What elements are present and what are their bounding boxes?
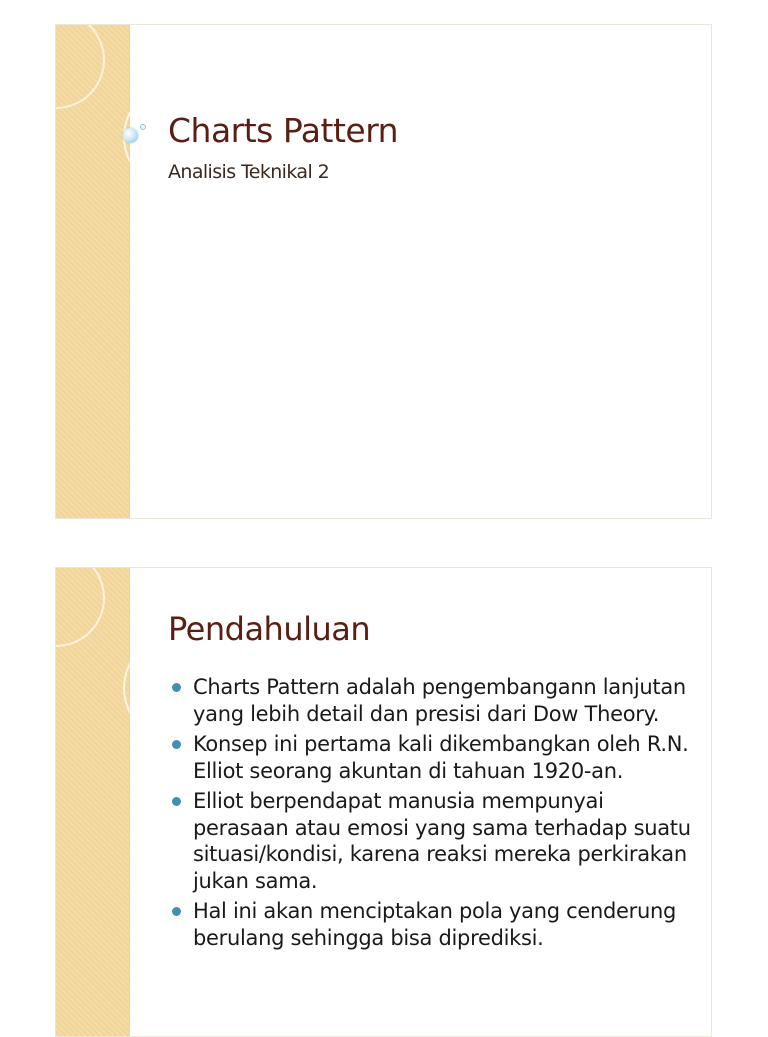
bullet-item bbox=[168, 788, 698, 894]
bullet-text: Konsep ini pertama kali dikembangkan oleh R.N. Elliot seorang akuntan di tahuan 1920-an. bbox=[193, 732, 689, 783]
bullet-item bbox=[168, 731, 698, 784]
bullet-text: Hal ini akan menciptakan pola yang cenderung berulang sehingga bisa diprediksi. bbox=[193, 899, 677, 950]
bubble-icon bbox=[123, 128, 138, 143]
bullet-text: Charts Pattern adalah pengembangann lanjutan yang lebih detail dan presisi dari Dow Theory. bbox=[193, 675, 686, 726]
slide-subtitle: Analisis Teknikal 2 bbox=[168, 161, 330, 183]
bullet-dot-icon bbox=[172, 797, 181, 806]
bullet-dot-icon bbox=[172, 683, 181, 692]
bullet-item bbox=[168, 898, 698, 951]
content-slide bbox=[55, 567, 712, 1037]
bullet-item bbox=[168, 674, 698, 727]
decorative-side-band bbox=[56, 568, 130, 1036]
bullet-text: Elliot berpendapat manusia mempunyai perasaan atau emosi yang sama terhadap suatu situasi/kondisi, karena reaksi mereka perkirakan jukan sama. bbox=[193, 789, 691, 893]
slide-title: Pendahuluan bbox=[168, 610, 371, 648]
bullet-dot-icon bbox=[172, 740, 181, 749]
slide-title: Charts Pattern bbox=[168, 111, 399, 150]
decorative-side-band bbox=[56, 25, 130, 518]
small-bubble-icon bbox=[140, 124, 146, 130]
bullet-list bbox=[168, 674, 698, 955]
title-slide bbox=[55, 24, 712, 519]
bullet-dot-icon bbox=[172, 907, 181, 916]
